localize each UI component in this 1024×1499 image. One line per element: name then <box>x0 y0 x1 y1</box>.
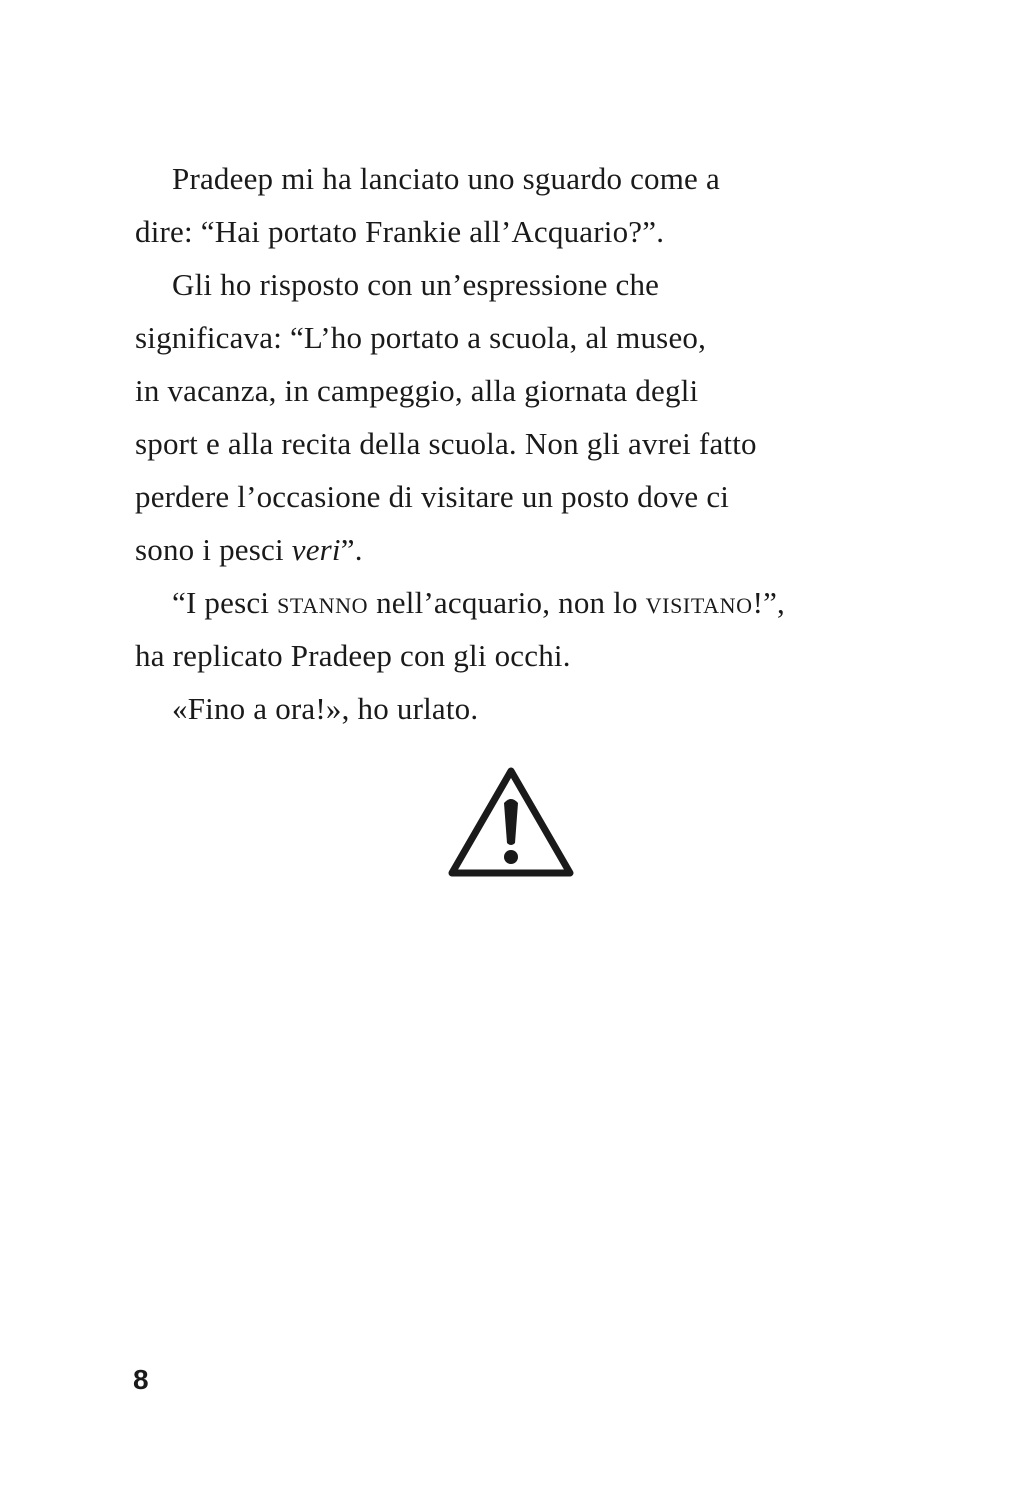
body-text <box>135 152 895 735</box>
text-segment: perdere l’occasione di visitare un posto dove ci <box>135 479 730 514</box>
text-segment: “I pesci <box>172 585 278 620</box>
paragraph <box>135 258 895 576</box>
text-segment: ha replicato Pradeep con gli occhi. <box>135 638 571 673</box>
text-line <box>135 152 895 205</box>
text-segment: !”, <box>752 585 786 620</box>
text-line <box>135 576 895 629</box>
text-line <box>135 311 895 364</box>
text-segment: stanno <box>277 585 369 620</box>
warning-icon <box>447 765 575 879</box>
text-line <box>135 364 895 417</box>
text-segment: ”. <box>340 532 363 567</box>
text-segment: veri <box>291 532 341 567</box>
text-line <box>135 523 895 576</box>
text-line <box>135 470 895 523</box>
text-segment: Pradeep mi ha lanciato uno sguardo come a <box>172 161 720 196</box>
paragraph <box>135 576 895 682</box>
paragraph <box>135 682 895 735</box>
text-line <box>135 417 895 470</box>
text-segment: sono i pesci <box>135 532 292 567</box>
text-segment: in vacanza, in campeggio, alla giornata degli <box>135 373 699 408</box>
text-segment: sport e alla recita della scuola. Non gli avrei fatto <box>135 426 757 461</box>
text-line <box>135 629 895 682</box>
text-segment: nell’acquario, non lo <box>368 585 646 620</box>
text-line <box>135 205 895 258</box>
text-segment: Gli ho risposto con un’espressione che <box>172 267 660 302</box>
text-segment: significava: “L’ho portato a scuola, al museo, <box>135 320 707 355</box>
text-segment: visitano <box>645 585 753 620</box>
page-number: 8 <box>133 1364 149 1395</box>
text-segment: dire: “Hai portato Frankie all’Acquario?”. <box>135 214 665 249</box>
paragraph <box>135 152 895 258</box>
text-segment: «Fino a ora!», ho urlato. <box>172 691 479 726</box>
text-line <box>135 682 895 735</box>
text-line <box>135 258 895 311</box>
